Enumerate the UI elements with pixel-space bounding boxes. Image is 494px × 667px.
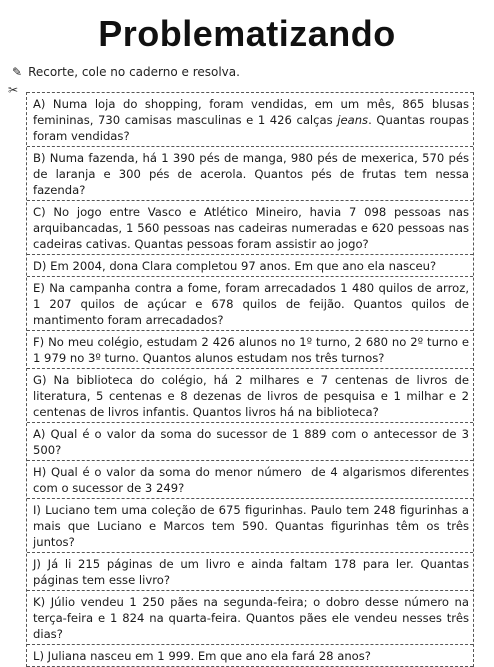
- question-i-text: I) Luciano tem uma coleção de 675 figurinhas. Paulo tem 248 figurinhas a mais que Luciano e Marcos tem 590. Quantas figurinhas têm os três juntos?: [33, 503, 473, 549]
- question-k-text: K) Júlio vendeu 1 250 pães na segunda-feira; o dobro desse número na terça-feira e 1 824 na quarta-feira. Quantos pães ele vendeu nesses três dias?: [33, 595, 473, 641]
- question-j-text: J) Já li 215 páginas de um livro e ainda faltam 178 para ler. Quantas páginas tem esse livro?: [33, 557, 473, 587]
- question-c: [27, 200, 473, 254]
- question-f: [27, 330, 473, 368]
- scissors-icon: ✂: [8, 83, 19, 97]
- question-a-emphasis: jeans: [337, 113, 369, 127]
- question-d-text: D) Em 2004, dona Clara completou 97 anos. Em que ano ela nasceu?: [33, 259, 437, 273]
- question-e: [27, 276, 473, 330]
- question-sheet: [26, 92, 474, 667]
- question-a2: [27, 422, 473, 460]
- question-e-text: E) Na campanha contra a fome, foram arrecadados 1 480 quilos de arroz, 1 207 quilos de açúcar e 678 quilos de feijão. Quantos quilos de mantimento foram arrecadados?: [33, 281, 473, 327]
- question-c-text: C) No jogo entre Vasco e Atlético Mineiro, havia 7 098 pessoas nas arquibancadas, 1 560 pessoas nas cadeiras numeradas e 620 pessoas nas cadeiras cativas. Quantas pessoas foram assistir ao jogo?: [33, 205, 473, 251]
- question-a-text: A) Numa loja do shopping, foram vendidas, em um mês, 865 blusas femininas, 730 camisas masculinas e 1 426 calças: [33, 97, 473, 127]
- page-title: Problematizando: [98, 13, 396, 54]
- question-b-text: B) Numa fazenda, há 1 390 pés de manga, 980 pés de mexerica, 570 pés de laranja e 300 pés de acerola. Quantos pés de frutas tem nessa fazenda?: [33, 151, 473, 197]
- question-g: [27, 368, 473, 422]
- question-l: [27, 644, 473, 667]
- question-h-text: H) Qual é o valor da soma do menor número de 4 algarismos diferentes com o sucessor de 3 249?: [33, 465, 473, 495]
- question-l-text: L) Juliana nasceu em 1 999. Em que ano ela fará 28 anos?: [33, 649, 371, 663]
- instruction-text: Recorte, cole no caderno e resolva.: [28, 65, 240, 79]
- question-a: [27, 92, 473, 146]
- question-b: [27, 146, 473, 200]
- question-h: [27, 460, 473, 498]
- question-g-text: G) Na biblioteca do colégio, há 2 milhares e 7 centenas de livros de literatura, 5 centenas e 8 dezenas de livros de pesquisa e 1 milhar e 2 centenas de livros infantis. Quantos livros há na biblioteca?: [33, 373, 473, 419]
- question-d: [27, 254, 473, 276]
- question-i: [27, 498, 473, 552]
- question-f-text: F) No meu colégio, estudam 2 426 alunos no 1º turno, 2 680 no 2º turno e 1 979 no 3º turno. Quantos alunos estudam nos três turnos?: [33, 335, 473, 365]
- question-a-text-end: . Quantas roupas foram vendidas?: [33, 113, 473, 143]
- question-j: [27, 552, 473, 590]
- pencil-icon: ✎: [12, 65, 23, 79]
- instruction-line: [12, 64, 240, 80]
- question-a2-text: A) Qual é o valor da soma do sucessor de 1 889 com o antecessor de 3 500?: [33, 427, 473, 457]
- question-k: [27, 590, 473, 644]
